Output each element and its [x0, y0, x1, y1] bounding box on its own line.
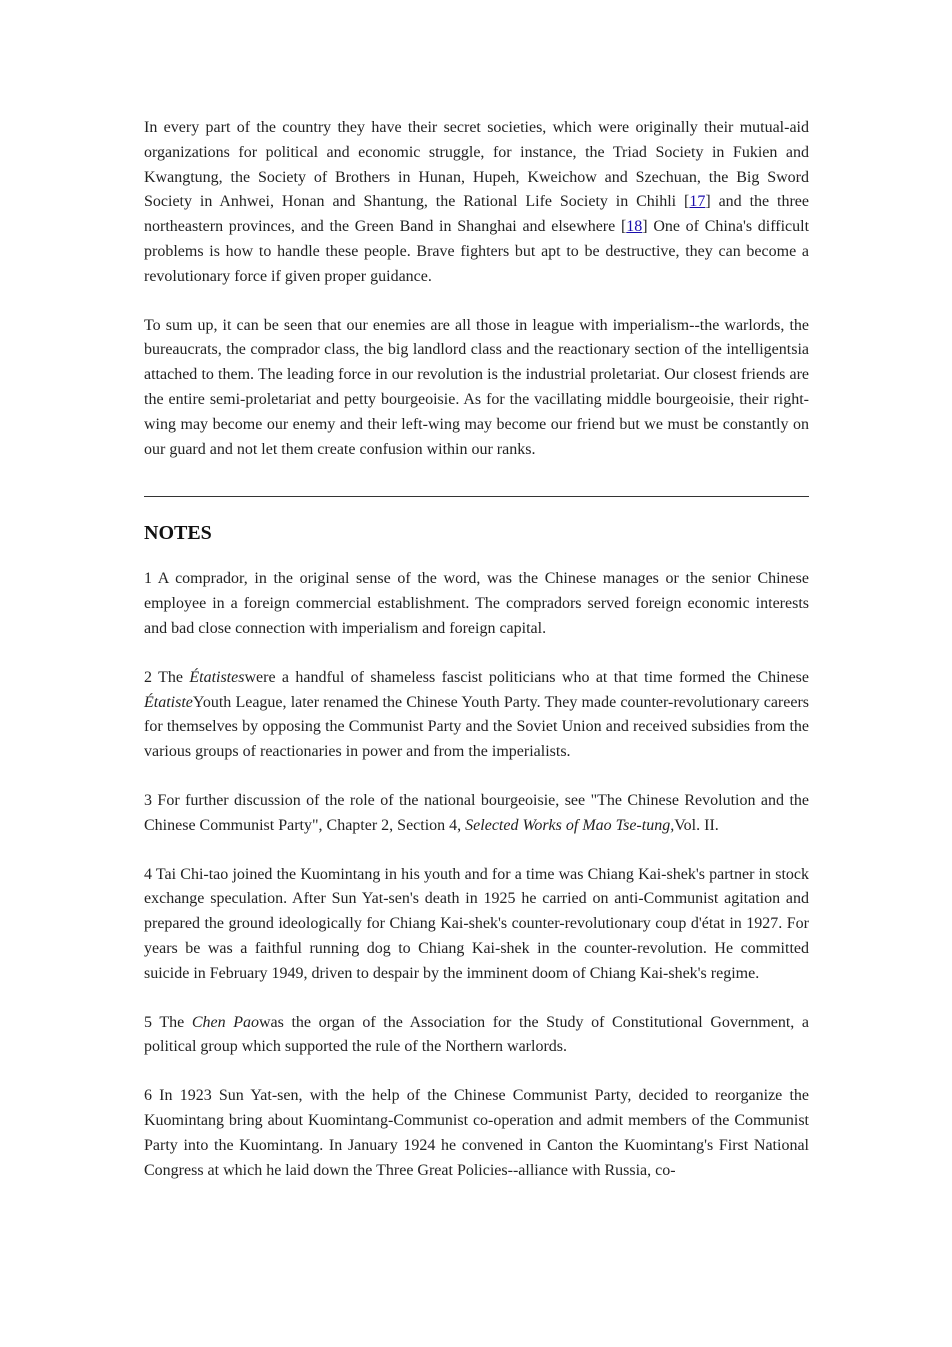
paragraph-sum-up: To sum up, it can be seen that our enemies are all those in league with imperialism--the warlords, the bureaucrats, the comprador class, the big landlord class and the reactionary section of the intelligentsia attached to them. The leading force in our revolution is the industrial proletariat. Our closest friends are the entire semi-proletariat and petty bourgeoisie. As for the vacillating middle bourgeoisie, their right-wing may become our enemy and their left-wing may become our friend but we must be constantly on our guard and not let them create confusion within our ranks.: [144, 316, 809, 458]
italic-title: Chen Pao: [191, 1013, 259, 1031]
footnote-link-18[interactable]: 18: [626, 218, 643, 236]
note-5: [144, 1011, 809, 1061]
note-6: 6 In 1923 Sun Yat-sen, with the help of the Chinese Communist Party, decided to reorganize the Kuomintang bring about Kuomintang-Communist co-operation and admit members of the Communist Party into the Kuomintang. In January 1924 he convened in Canton the Kuomintang's First National Congress at which he laid down the Three Great Policies--alliance with Russia, co-: [144, 1087, 809, 1179]
note-2: [144, 666, 809, 765]
text-run: were a handful of shameless fascist politicians who at that time formed the Chinese: [244, 668, 809, 686]
italic-term: Étatistes: [189, 668, 245, 686]
footnote-link-17[interactable]: 17: [689, 193, 706, 211]
italic-term: Étatiste: [144, 693, 193, 711]
text-run: In every part of the country they have their secret societies, which were originally their mutual-aid organizations for political and economic struggle, for instance, the Triad Society in Fukien and Kwangtung, the Society of Brothers in Hunan, Hupeh, Kweichow and Szechuan, the Big Sword Society in Anhwei, Honan and Shantung, the Rational Life Society in Chihli [: [144, 119, 809, 211]
text-run: 3 For further discussion of the role of the national bourgeoisie, see "The Chinese Revolution and the Chinese Communist Party", Chapter 2, Section 4,: [144, 791, 809, 834]
notes-list: [144, 567, 809, 1183]
text-run: 5 The: [144, 1013, 192, 1031]
text-run: 2 The: [144, 668, 190, 686]
italic-title: Selected Works of Mao Tse-tung,: [465, 816, 675, 834]
text-run: ] and the three northeastern provinces, and the Green Band in Shanghai and elsewhere [: [144, 193, 810, 236]
note-4: 4 Tai Chi-tao joined the Kuomintang in his youth and for a time was Chiang Kai-shek's partner in stock exchange speculation. After Sun Yat-sen's death in 1925 he carried on anti-Communist agitation and prepared the ground ideologically for Chiang Kai-shek's counter-revolutionary coup d'état in 1927. For years be was a faithful running dog to Chiang Kai-shek in the counter-revolution. He committed suicide in February 1949, driven to despair by the imminent doom of Chiang Kai-shek's regime.: [144, 865, 809, 982]
note-1: 1 A comprador, in the original sense of the word, was the Chinese manages or the senior Chinese employee in a foreign commercial establishment. The compradors served foreign economic interests and bad close connection with imperialism and foreign capital.: [144, 570, 809, 637]
text-run: ] One of China's difficult problems is how to handle these people. Brave fighters but apt to be destructive, they can become a revolutionary force if given proper guidance.: [144, 218, 810, 285]
text-run: was the organ of the Association for the Study of Constitutional Government, a political group which supported the rule of the Northern warlords.: [144, 1013, 810, 1056]
text-run: Vol. II.: [674, 816, 719, 834]
note-3: [144, 789, 809, 839]
paragraph-secret-societies: [144, 116, 809, 290]
text-run: Youth League, later renamed the Chinese Youth Party. They made counter-revolutionary careers for themselves by opposing the Communist Party and the Soviet Union and received subsidies from the various groups of reactionaries in power and from the imperialists.: [144, 693, 809, 761]
document-page: [144, 116, 809, 1183]
section-divider: [144, 496, 809, 497]
notes-heading: NOTES: [144, 522, 212, 545]
